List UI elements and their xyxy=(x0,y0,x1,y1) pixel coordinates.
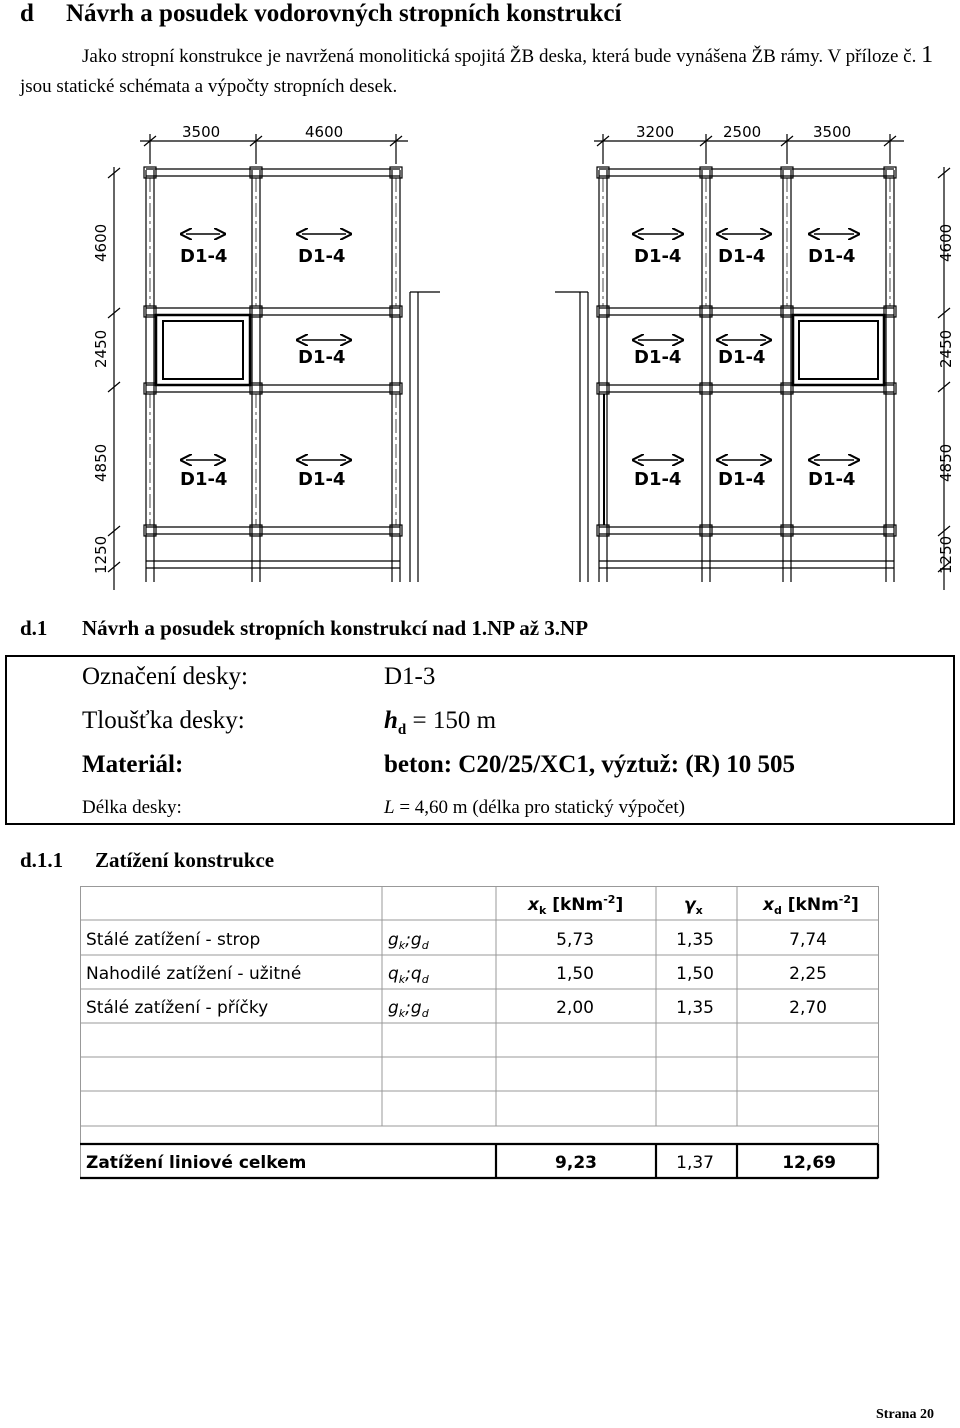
total-gamma: 1,37 xyxy=(676,1153,714,1173)
slab-label: D1-4 xyxy=(298,347,346,368)
load-section-title: Zatížení konstrukce xyxy=(95,848,275,872)
row-name: Nahodilé zatížení - užitné xyxy=(86,964,302,984)
section-letter: d xyxy=(20,0,34,27)
row-xk: 1,50 xyxy=(556,964,594,984)
total-xd: 12,69 xyxy=(782,1153,836,1173)
slab-label: D1-4 xyxy=(634,246,682,267)
length-value xyxy=(384,797,685,819)
dim-side-left-1: 4600 xyxy=(92,223,110,262)
intro-text-2: jsou statické schémata a výpočty stropních desek. xyxy=(20,76,398,97)
dim-side-left-4: 1250 xyxy=(92,535,110,574)
load-section-number: d.1.1 xyxy=(20,848,64,872)
thickness-number: = 150 m xyxy=(406,707,497,734)
row-xd: 2,25 xyxy=(789,964,827,984)
left-plan xyxy=(108,134,440,590)
appendix-number: 1 xyxy=(921,42,934,68)
slab-label: D1-4 xyxy=(180,246,228,267)
dim-top-left-2: 4600 xyxy=(305,123,344,141)
thickness-label: Tloušťka desky: xyxy=(82,707,245,734)
load-table xyxy=(80,886,880,1182)
row-name: Stálé zatížení - příčky xyxy=(86,998,269,1018)
dim-side-left-2: 2450 xyxy=(92,329,110,368)
dim-side-right-3: 4850 xyxy=(937,443,955,482)
row-symbol: $g_k;g_d$ xyxy=(388,998,429,1020)
slab-info-box xyxy=(5,655,955,825)
header-xk: $x_k$ [kNm$^{-2}$] xyxy=(528,893,624,917)
row-gamma: 1,50 xyxy=(676,964,714,984)
slab-label: D1-4 xyxy=(298,469,346,490)
slab-label: D1-4 xyxy=(718,246,766,267)
section-heading xyxy=(20,0,621,28)
material-label: Materiál: xyxy=(82,751,184,778)
subsection-title: Návrh a posudek stropních konstrukcí nad 1.NP až 3.NP xyxy=(82,616,589,640)
length-text: = 4,60 m (délka pro statický výpočet) xyxy=(394,797,685,818)
designation-value: D1-3 xyxy=(384,663,436,690)
page-number: Strana 20 xyxy=(876,1407,934,1422)
dim-top-right-3: 3500 xyxy=(813,123,852,141)
dim-side-right-4: 1250 xyxy=(937,535,955,574)
row-symbol: $q_k;q_d$ xyxy=(388,964,429,986)
dim-side-right-2: 2450 xyxy=(937,329,955,368)
thickness-symbol: h xyxy=(384,707,398,734)
material-value: beton: C20/25/XC1, výztuž: (R) 10 505 xyxy=(384,751,796,778)
slab-label: D1-4 xyxy=(298,246,346,267)
header-gamma: $\gamma_x$ xyxy=(684,895,703,917)
row-gamma: 1,35 xyxy=(676,930,714,950)
slab-label: D1-4 xyxy=(718,469,766,490)
table-total-row xyxy=(86,1153,836,1173)
row-symbol: $g_k;g_d$ xyxy=(388,930,429,952)
total-xk: 9,23 xyxy=(555,1153,597,1173)
subsection-heading xyxy=(20,616,588,641)
intro-text-1: Jako stropní konstrukce je navržená monolitická spojitá ŽB deska, která bude vynášena ŽB rámy. V příloze č. xyxy=(82,46,917,67)
total-name: Zatížení liniové celkem xyxy=(86,1153,307,1173)
slab-label: D1-4 xyxy=(808,246,856,267)
designation-label: Označení desky: xyxy=(82,663,248,690)
thickness-subscript: d xyxy=(397,722,407,738)
row-xd: 2,70 xyxy=(789,998,827,1018)
header-xd: $x_d$ [kNm$^{-2}$] xyxy=(763,893,859,917)
table-row xyxy=(86,998,827,1020)
table-row xyxy=(86,964,827,986)
slab-label: D1-4 xyxy=(634,469,682,490)
row-xk: 2,00 xyxy=(556,998,594,1018)
slab-label: D1-4 xyxy=(634,347,682,368)
load-heading xyxy=(20,848,274,873)
dim-top-right-1: 3200 xyxy=(636,123,675,141)
slab-label: D1-4 xyxy=(718,347,766,368)
dim-top-left-1: 3500 xyxy=(182,123,221,141)
slab-label: D1-4 xyxy=(808,469,856,490)
length-label: Délka desky: xyxy=(82,797,182,818)
row-xd: 7,74 xyxy=(789,930,827,950)
dim-top-right-2: 2500 xyxy=(723,123,762,141)
subsection-number: d.1 xyxy=(20,616,48,640)
dim-side-left-3: 4850 xyxy=(92,443,110,482)
thickness-value xyxy=(384,707,496,739)
length-symbol: L xyxy=(384,797,395,818)
slab-label: D1-4 xyxy=(180,469,228,490)
intro-paragraph xyxy=(20,40,945,102)
row-xk: 5,73 xyxy=(556,930,594,950)
section-title: Návrh a posudek vodorovných stropních konstrukcí xyxy=(66,0,622,27)
table-row xyxy=(86,930,827,952)
row-name: Stálé zatížení - strop xyxy=(86,930,261,950)
row-gamma: 1,35 xyxy=(676,998,714,1018)
floor-plan-drawing xyxy=(0,112,960,597)
dim-side-right-1: 4600 xyxy=(937,223,955,262)
